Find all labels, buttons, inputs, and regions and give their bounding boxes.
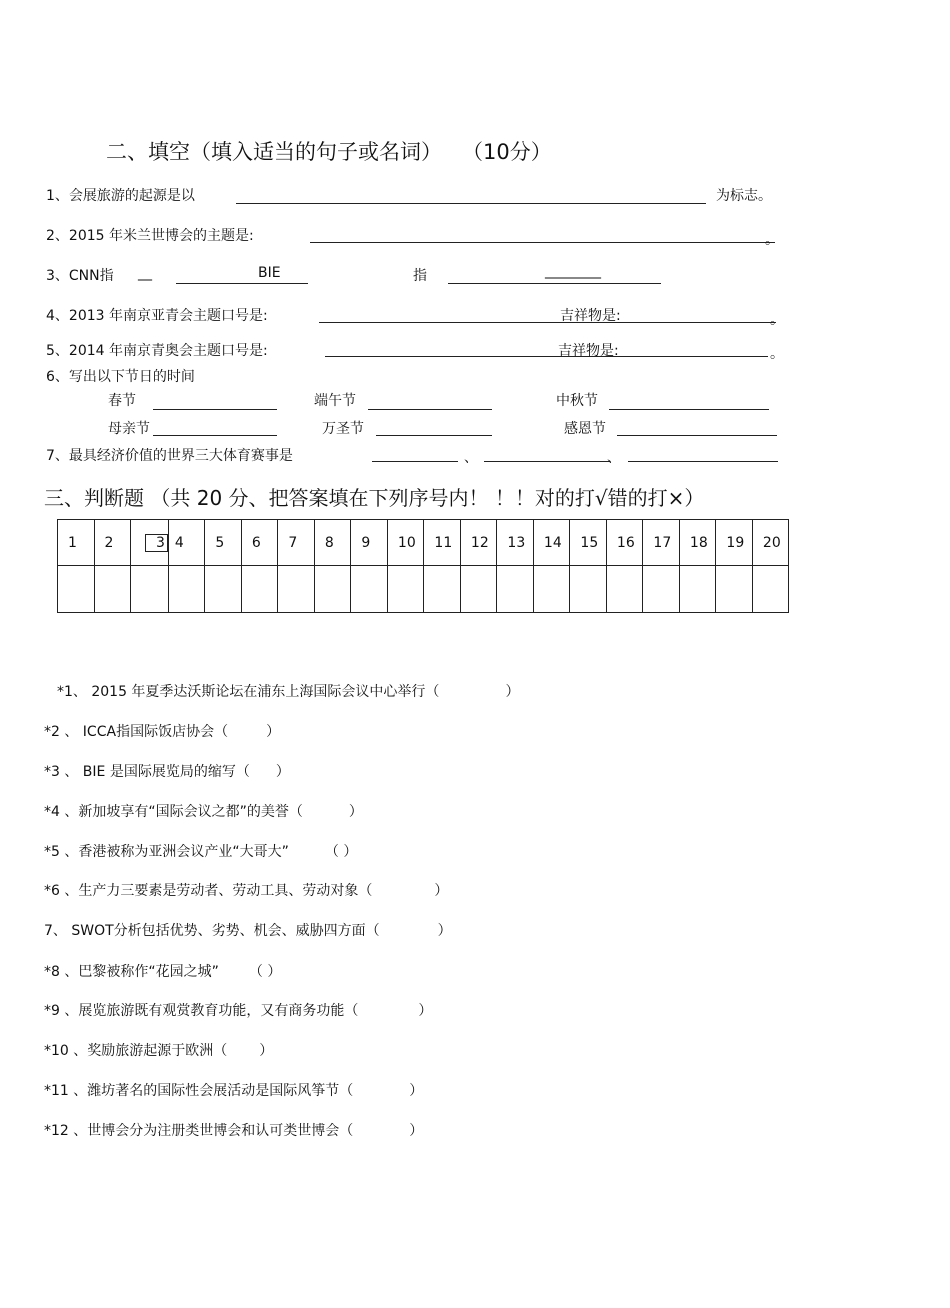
grid-number: 19 xyxy=(716,520,753,566)
grid-number: 12 xyxy=(460,520,497,566)
tf-item-4: *4 、新加坡享有“国际会议之都”的美誉（ ） xyxy=(44,804,363,820)
answer-cell[interactable] xyxy=(460,566,497,613)
festival-mid-autumn-blank[interactable] xyxy=(609,409,769,410)
answer-cell[interactable] xyxy=(679,566,716,613)
q5-label: 5、2014 年南京青奥会主题口号是: xyxy=(46,343,268,359)
tf-item-8: *8 、巴黎被称作“花园之城” （ ） xyxy=(44,964,282,980)
grid-number: 6 xyxy=(241,520,278,566)
answer-cell[interactable] xyxy=(570,566,607,613)
section2-score: （10分） xyxy=(462,140,552,164)
q4-blank[interactable] xyxy=(319,322,776,323)
q7-blank-1[interactable] xyxy=(372,461,458,462)
q2-label: 2、2015 年米兰世博会的主题是: xyxy=(46,228,254,244)
festival-spring-blank[interactable] xyxy=(153,409,277,410)
answer-cell[interactable] xyxy=(314,566,351,613)
section2-title: 二、填空（填入适当的句子或名词） （10分） xyxy=(106,140,552,164)
grid-number: 1 xyxy=(58,520,95,566)
grid-number: 14 xyxy=(533,520,570,566)
answer-cell[interactable] xyxy=(606,566,643,613)
q2-blank[interactable] xyxy=(310,242,775,243)
festival-dragon-boat: 端午节 xyxy=(314,393,356,409)
tf-item-2: *2 、 ICCA指国际饭店协会（ ） xyxy=(44,724,281,740)
q3-cnn-blank[interactable] xyxy=(176,283,308,284)
grid-number: 7 xyxy=(278,520,315,566)
grid-number: 18 xyxy=(679,520,716,566)
answer-cell[interactable] xyxy=(643,566,680,613)
grid-number: 3 xyxy=(131,520,169,566)
q2-suffix: 。 xyxy=(765,232,779,248)
q4-mascot: 吉祥物是: xyxy=(560,308,621,324)
tf-item-3: *3 、 BIE 是国际展览局的缩写（ ） xyxy=(44,764,290,780)
tf-item-7: 7、 SWOT分析包括优势、劣势、机会、威胁四方面（ ） xyxy=(44,923,452,939)
festival-spring: 春节 xyxy=(108,393,136,409)
answer-cell[interactable] xyxy=(424,566,461,613)
answer-cell[interactable] xyxy=(241,566,278,613)
q3-bie-blank[interactable] xyxy=(448,283,661,284)
festival-dragon-boat-blank[interactable] xyxy=(368,409,492,410)
grid-number: 9 xyxy=(351,520,388,566)
q7-sep2: 、 xyxy=(607,450,621,466)
festival-thanksgiving: 感恩节 xyxy=(564,421,606,437)
q4-suffix: 。 xyxy=(770,312,784,328)
answer-cell[interactable] xyxy=(278,566,315,613)
q6-label: 6、写出以下节日的时间 xyxy=(46,369,195,385)
grid-number: 10 xyxy=(387,520,424,566)
grid-number: 17 xyxy=(643,520,680,566)
answer-grid-numbers xyxy=(58,520,789,566)
festival-halloween: 万圣节 xyxy=(322,421,364,437)
q7-blank-3[interactable] xyxy=(628,461,778,462)
tf-item-1: *1、 2015 年夏季达沃斯论坛在浦东上海国际会议中心举行（ ） xyxy=(57,684,520,700)
section3-title: 三、判断题 （共 20 分、把答案填在下列序号内！ ！！对的打√错的打×） xyxy=(44,486,705,510)
tf-item-9: *9 、展览旅游既有观赏教育功能，又有商务功能（ ） xyxy=(44,1003,433,1019)
answer-cell[interactable] xyxy=(58,566,95,613)
answer-cell[interactable] xyxy=(387,566,424,613)
q3-inner-blank: ________ xyxy=(545,263,601,279)
q4-label: 4、2013 年南京亚青会主题口号是: xyxy=(46,308,268,324)
tf-item-12: *12 、世博会分为注册类世博会和认可类世博会（ ） xyxy=(44,1123,424,1139)
q3-dash: __ xyxy=(138,265,152,281)
grid-number: 20 xyxy=(752,520,789,566)
answer-cell[interactable] xyxy=(351,566,388,613)
answer-cell[interactable] xyxy=(168,566,205,613)
grid-number: 5 xyxy=(205,520,242,566)
festival-thanksgiving-blank[interactable] xyxy=(617,435,777,436)
answer-cell[interactable] xyxy=(205,566,242,613)
q1-suffix: 为标志。 xyxy=(716,188,772,204)
q1-label: 1、会展旅游的起源是以 xyxy=(46,188,195,204)
q7-blank-2[interactable] xyxy=(484,461,610,462)
festival-mid-autumn: 中秋节 xyxy=(556,393,598,409)
grid-number: 13 xyxy=(497,520,534,566)
answer-grid xyxy=(57,519,789,613)
q5-suffix: 。 xyxy=(770,346,784,362)
q1-blank[interactable] xyxy=(236,203,706,204)
answer-grid-answers xyxy=(58,566,789,613)
answer-cell[interactable] xyxy=(94,566,131,613)
grid-number: 8 xyxy=(314,520,351,566)
grid-number: 16 xyxy=(606,520,643,566)
tf-item-10: *10 、奖励旅游起源于欧洲（ ） xyxy=(44,1043,274,1059)
answer-cell[interactable] xyxy=(716,566,753,613)
tf-item-11: *11 、潍坊著名的国际性会展活动是国际风筝节（ ） xyxy=(44,1083,424,1099)
q7-sep1: 、 xyxy=(464,450,478,466)
q3-mid: 指 xyxy=(413,268,427,284)
answer-cell[interactable] xyxy=(497,566,534,613)
grid-number: 15 xyxy=(570,520,607,566)
q5-mascot: 吉祥物是: xyxy=(558,343,619,359)
answer-cell[interactable] xyxy=(533,566,570,613)
festival-halloween-blank[interactable] xyxy=(376,435,492,436)
q7-label: 7、最具经济价值的世界三大体育赛事是 xyxy=(46,448,293,464)
festival-mothers-day: 母亲节 xyxy=(108,421,150,437)
q3-bie: BIE xyxy=(258,265,281,281)
festival-mothers-day-blank[interactable] xyxy=(153,435,277,436)
grid-number: 4 xyxy=(168,520,205,566)
answer-cell[interactable] xyxy=(131,566,169,613)
grid-number: 2 xyxy=(94,520,131,566)
q5-blank[interactable] xyxy=(325,356,768,357)
tf-item-6: *6 、生产力三要素是劳动者、劳动工具、劳动对象（ ） xyxy=(44,883,449,899)
tf-item-5: *5 、香港被称为亚洲会议产业“大哥大” （ ） xyxy=(44,844,358,860)
q3-label: 3、CNN指 xyxy=(46,268,114,284)
grid-number: 11 xyxy=(424,520,461,566)
answer-cell[interactable] xyxy=(752,566,789,613)
